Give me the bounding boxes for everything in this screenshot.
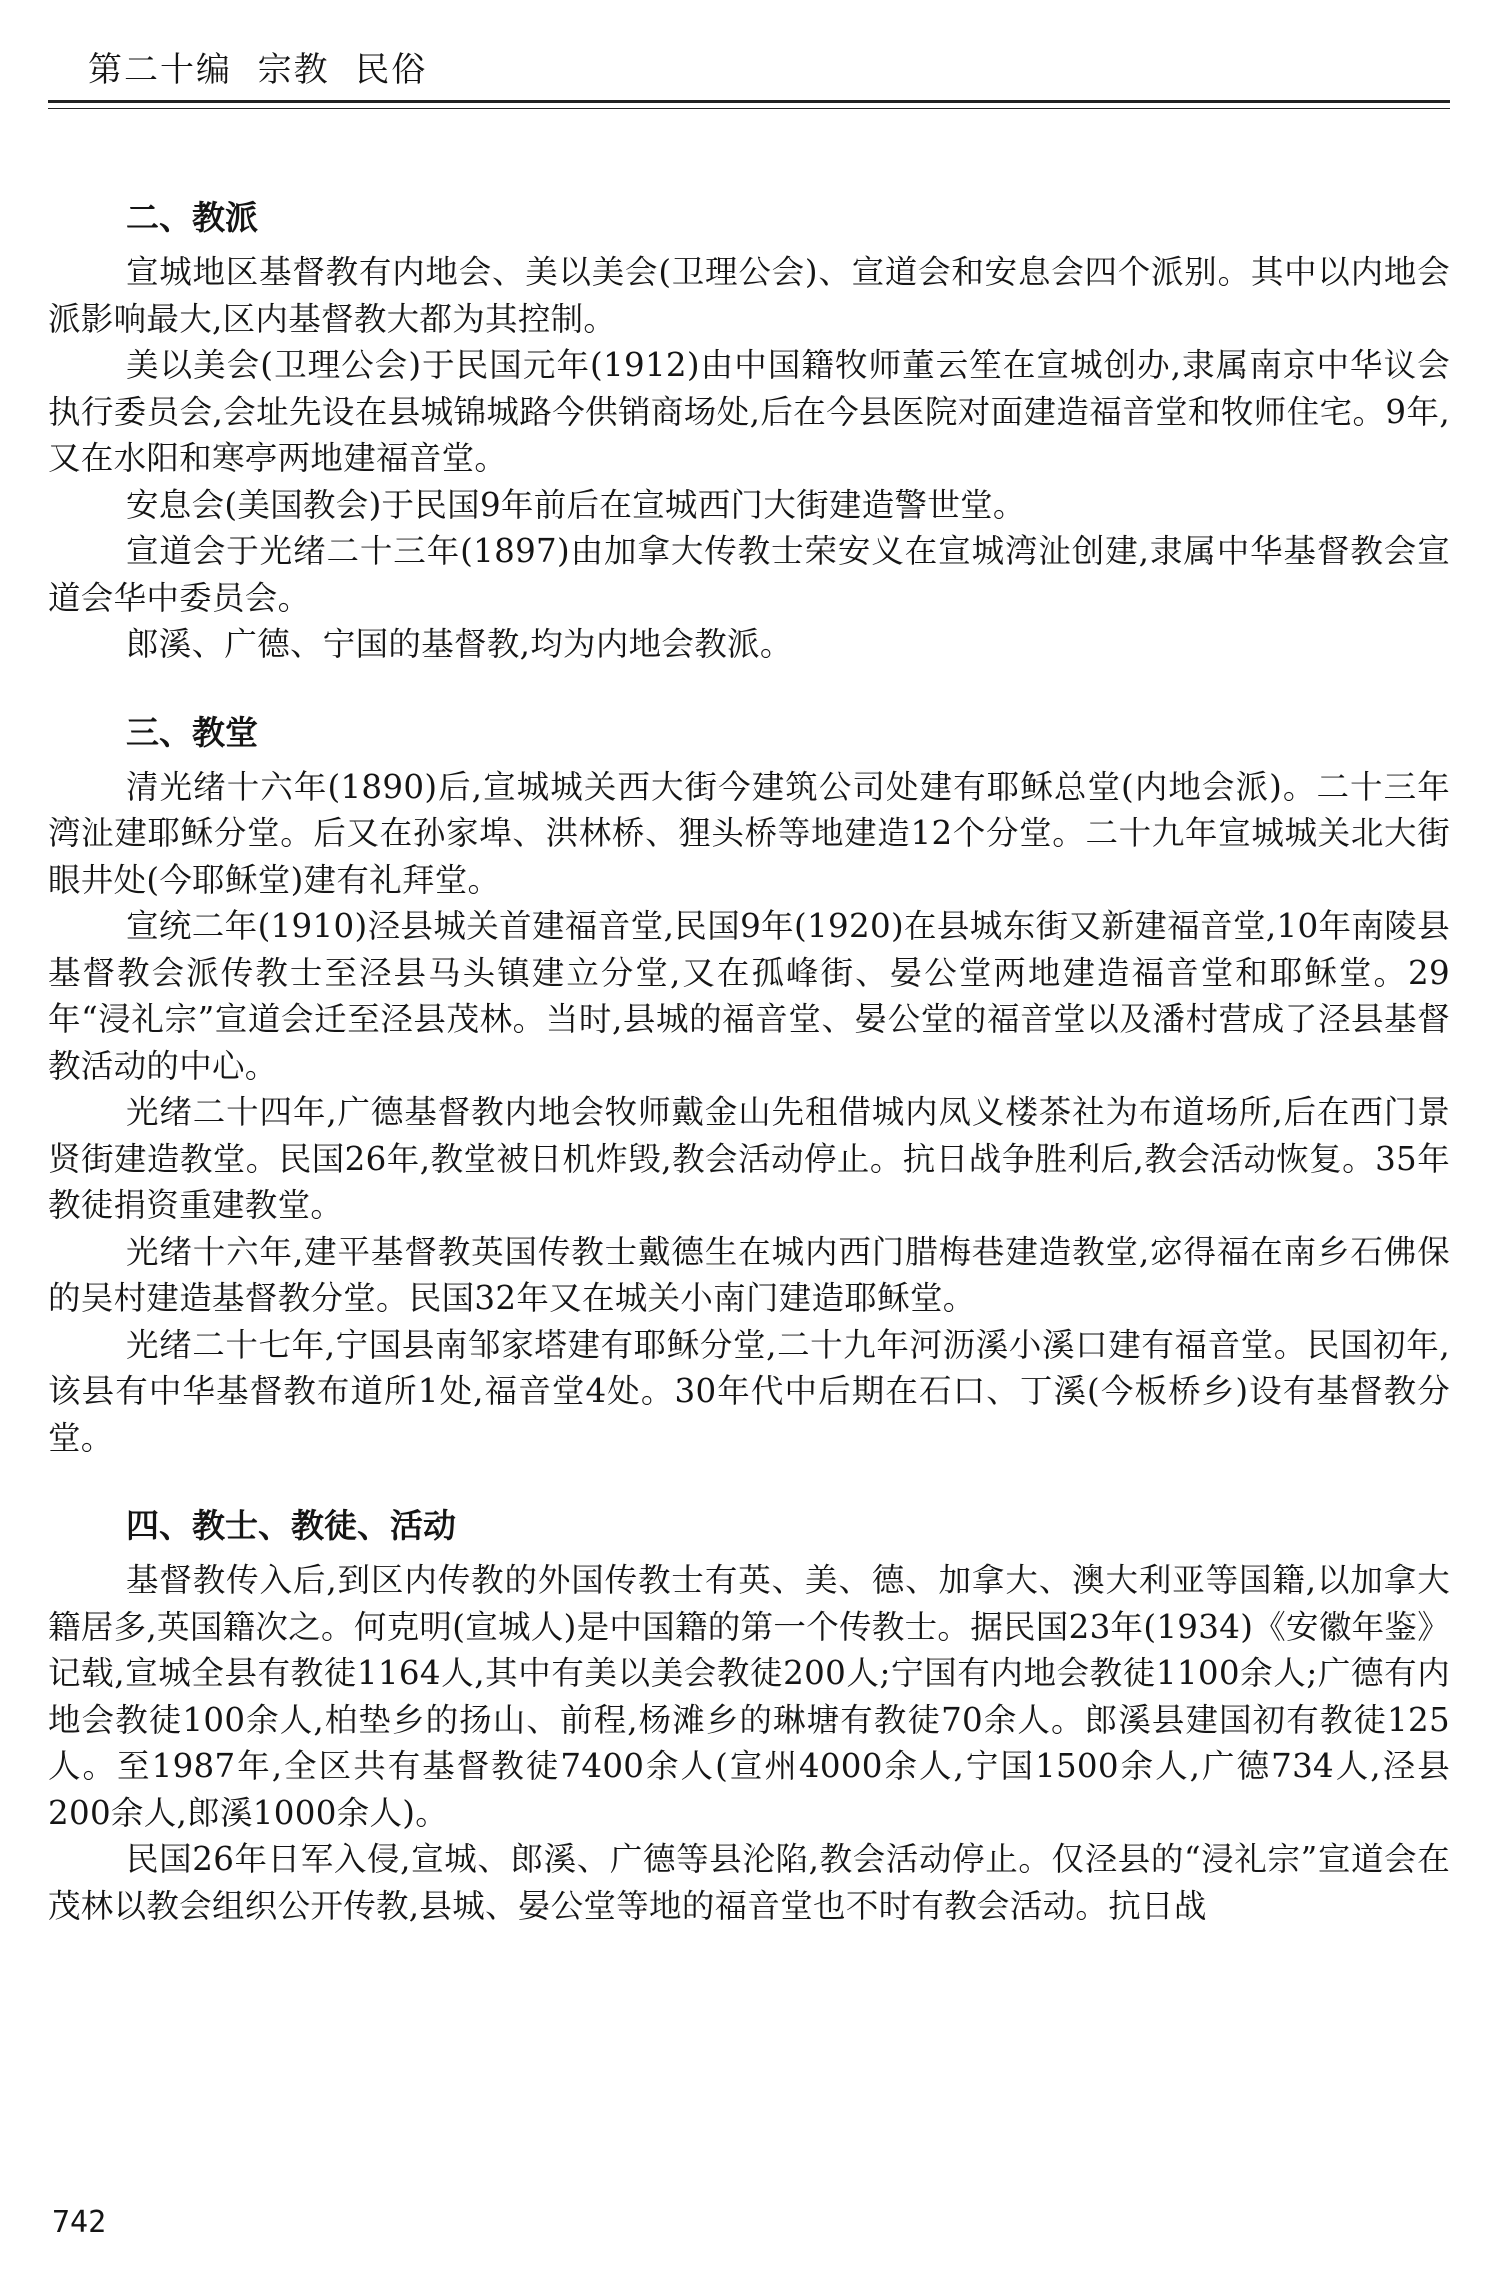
paragraph: 宣城地区基督教有内地会、美以美会(卫理公会)、宣道会和安息会四个派别。其中以内地会派影响最大,区内基督教大都为其控制。 [48, 253, 1450, 338]
section-churches [48, 710, 1450, 1462]
paragraph: 清光绪十六年(1890)后,宣城城关西大街今建筑公司处建有耶稣总堂(内地会派)。二十三年湾沚建耶稣分堂。后又在孙家埠、洪林桥、狸头桥等地建造12个分堂。二十九年宣城城关北大街眼井处(今耶稣堂)建有礼拜堂。 [48, 767, 1450, 899]
section-heading: 三、教堂 [126, 712, 258, 752]
paragraph: 宣道会于光绪二十三年(1897)由加拿大传教士荣安义在宣城湾沚创建,隶属中华基督教会宣道会华中委员会。 [48, 532, 1450, 617]
paragraph: 美以美会(卫理公会)于民国元年(1912)由中国籍牧师董云笙在宣城创办,隶属南京中华议会执行委员会,会址先设在县城锦城路今供销商场处,后在今县医院对面建造福音堂和牧师住宅。9年,又在水阳和寒亭两地建福音堂。 [48, 346, 1450, 477]
header-rule-thin [48, 108, 1450, 109]
running-head: 第二十编 宗教 民俗 [88, 50, 428, 90]
section-sects [48, 195, 1450, 668]
section-clergy-members-activities [48, 1503, 1450, 1929]
paragraph: 光绪二十四年,广德基督教内地会牧师戴金山先租借城内凤义楼茶社为布道场所,后在西门景贤街建造教堂。民国26年,教堂被日机炸毁,教会活动停止。抗日战争胜利后,教会活动恢复。35年教徒捐资重建教堂。 [48, 1093, 1450, 1224]
page-body [48, 195, 1450, 1929]
paragraph: 宣统二年(1910)泾县城关首建福音堂,民国9年(1920)在县城东街又新建福音堂,10年南陵县基督教会派传教士至泾县马头镇建立分堂,又在孤峰街、晏公堂两地建造福音堂和耶稣堂。29年“浸礼宗”宣道会迁至泾县茂林。当时,县城的福音堂、晏公堂的福音堂以及潘村营成了泾县基督教活动的中心。 [48, 907, 1450, 1085]
paragraph: 基督教传入后,到区内传教的外国传教士有英、美、德、加拿大、澳大利亚等国籍,以加拿大籍居多,英国籍次之。何克明(宣城人)是中国籍的第一个传教士。据民国23年(1934)《安徽年鉴》记载,宣城全县有教徒1164人,其中有美以美会教徒200人;宁国有内地会教徒1100余人;广德有内地会教徒100余人,柏垫乡的扬山、前程,杨滩乡的琳塘有教徒70余人。郎溪县建国初有教徒125人。至1987年,全区共有基督教徒7400余人(宣州4000余人,宁国1500余人,广德734人,泾县200余人,郎溪1000余人)。 [48, 1561, 1451, 1832]
paragraph: 光绪十六年,建平基督教英国传教士戴德生在城内西门腊梅巷建造教堂,宓得福在南乡石佛保的吴村建造基督教分堂。民国32年又在城关小南门建造耶稣堂。 [48, 1232, 1450, 1317]
header-rule-thick [48, 100, 1450, 103]
paragraph: 安息会(美国教会)于民国9年前后在宣城西门大街建造警世堂。 [126, 485, 1026, 524]
section-heading: 二、教派 [126, 198, 258, 237]
paragraph: 光绪二十七年,宁国县南邹家塔建有耶稣分堂,二十九年河沥溪小溪口建有福音堂。民国初年,该县有中华基督教布道所1处,福音堂4处。30年代中后期在石口、丁溪(今板桥乡)设有基督教分堂。 [48, 1325, 1450, 1457]
page-number: 742 [52, 2205, 107, 2240]
section-heading: 四、教士、教徒、活动 [126, 1506, 456, 1545]
paragraph: 民国26年日军入侵,宣城、郎溪、广德等县沦陷,教会活动停止。仅泾县的“浸礼宗”宣道会在茂林以教会组织公开传教,县城、晏公堂等地的福音堂也不时有教会活动。抗日战 [48, 1840, 1450, 1925]
paragraph: 郎溪、广德、宁国的基督教,均为内地会教派。 [126, 625, 793, 663]
